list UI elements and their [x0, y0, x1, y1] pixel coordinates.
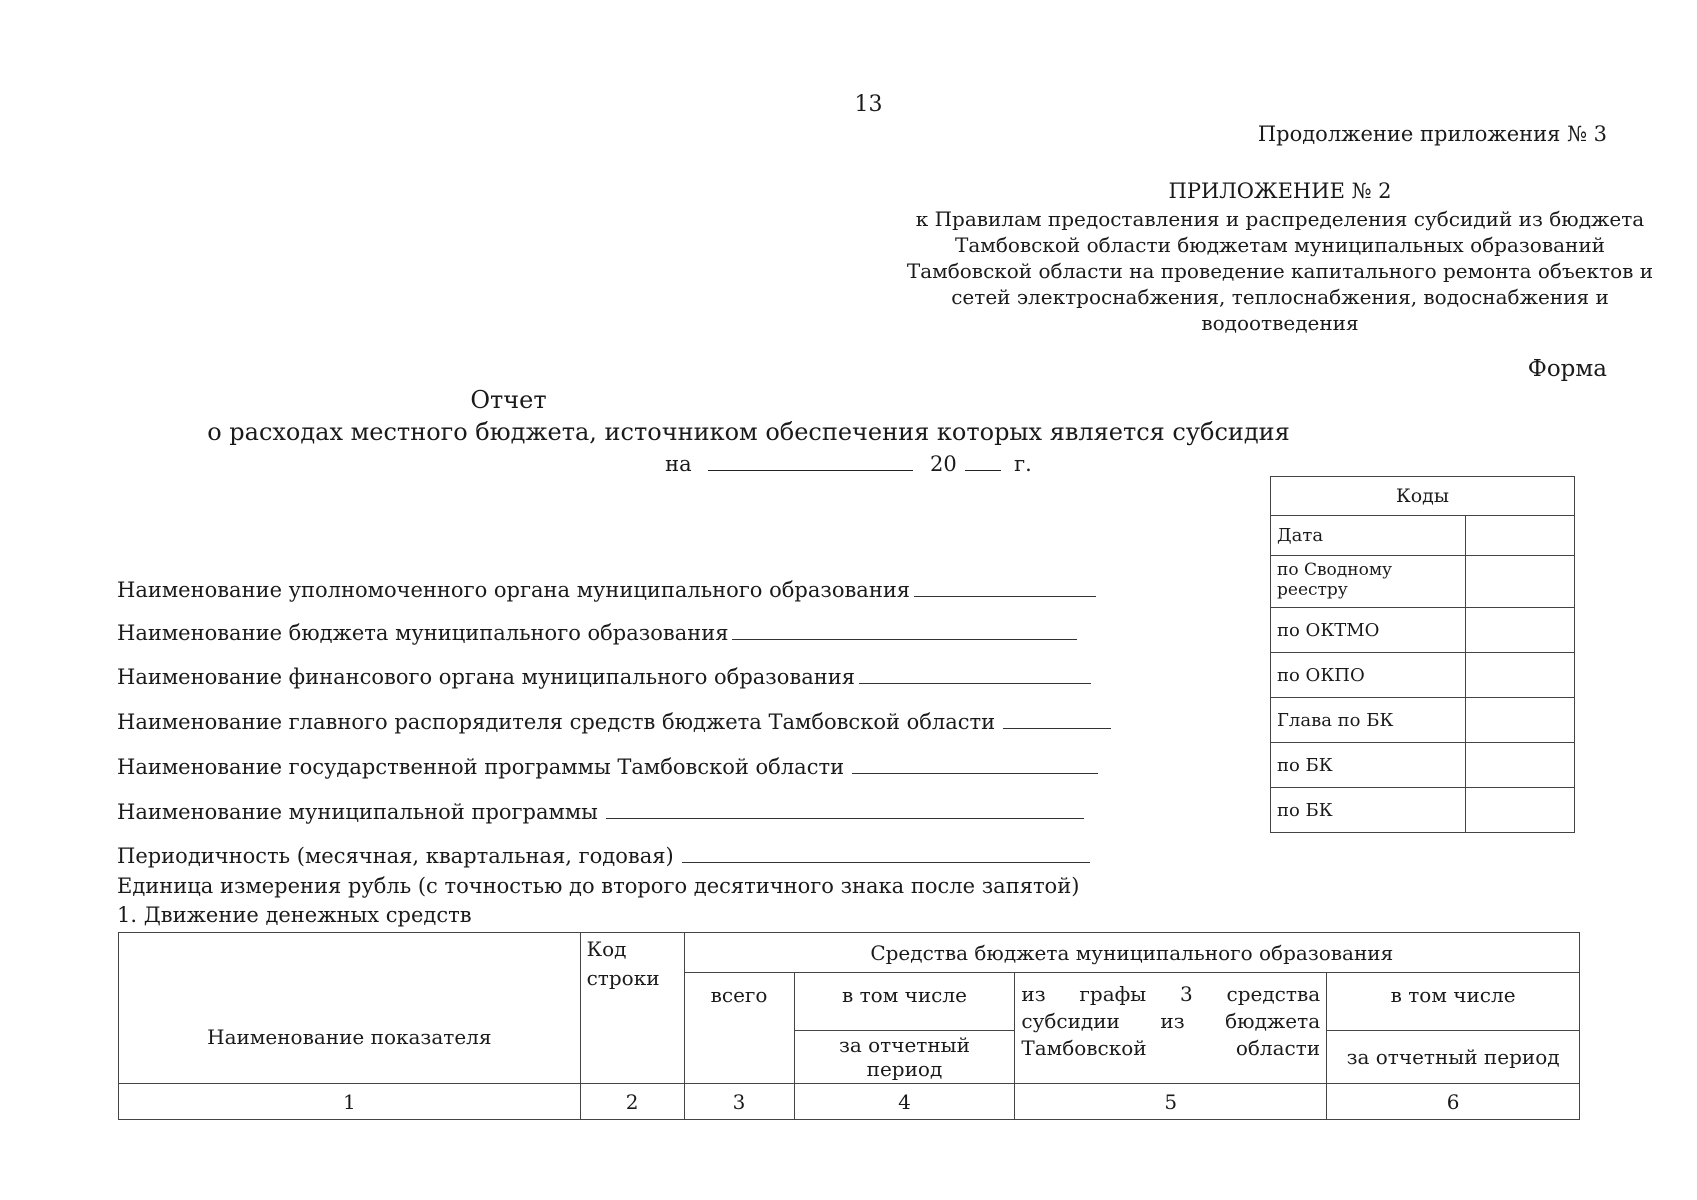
field-state-program: Наименование государственной программы Тамбовской области [117, 755, 1098, 779]
codes-value-cell[interactable] [1466, 608, 1575, 653]
codes-value-cell[interactable] [1466, 516, 1575, 556]
cash-flow-table [118, 932, 1580, 1120]
report-date-line [0, 452, 1697, 476]
appendix-line: водоотведения [1201, 311, 1359, 335]
budget-name-input[interactable] [732, 621, 1077, 640]
header-including: в том числе [794, 973, 1015, 1031]
codes-value-cell[interactable] [1466, 556, 1575, 608]
chief-administrator-input[interactable] [1003, 710, 1111, 729]
appendix-title: ПРИЛОЖЕНИЕ № 2 [1168, 179, 1392, 203]
field-budget-name: Наименование бюджета муниципального образования [117, 621, 1077, 645]
section-title: 1. Движение денежных средств [117, 903, 472, 927]
report-subtitle: о расходах местного бюджета, источником обеспечения которых является субсидия [207, 418, 1290, 446]
column-number: 1 [119, 1084, 581, 1120]
form-label: Форма [1527, 356, 1607, 382]
state-program-input[interactable] [852, 755, 1098, 774]
periodicity-input[interactable] [682, 844, 1090, 863]
codes-row-label: Дата [1271, 516, 1466, 556]
codes-value-cell[interactable] [1466, 653, 1575, 698]
header-indicator-name: Наименование показателя [119, 933, 581, 1084]
codes-row-label: по ОКТМО [1271, 608, 1466, 653]
header-subsidy-funds: из графы 3 средства субсидии из бюджета Тамбовской области [1015, 973, 1327, 1084]
column-number: 2 [580, 1084, 684, 1120]
codes-row-label: Глава по БК [1271, 698, 1466, 743]
continuation-note: Продолжение приложения № 3 [1257, 122, 1607, 146]
date-year-field[interactable] [965, 452, 1001, 471]
date-year-prefix: 20 [930, 452, 957, 476]
appendix-block [880, 178, 1680, 336]
column-number: 6 [1327, 1084, 1580, 1120]
header-including-2: в том числе [1327, 973, 1580, 1031]
appendix-line: к Правилам предоставления и распределения субсидий из бюджета [915, 207, 1645, 231]
codes-row-label: по ОКПО [1271, 653, 1466, 698]
page-number: 13 [854, 92, 883, 117]
financial-body-input[interactable] [859, 665, 1091, 684]
appendix-line: Тамбовской области бюджетам муниципальных образований [955, 233, 1605, 257]
column-number: 4 [794, 1084, 1015, 1120]
codes-row-label: по Сводному реестру [1271, 556, 1466, 608]
appendix-line: сетей электроснабжения, теплоснабжения, водоснабжения и [951, 285, 1609, 309]
header-total: всего [684, 973, 794, 1084]
appendix-line: Тамбовской области на проведение капитального ремонта объектов и [906, 259, 1654, 283]
unit-line: Единица измерения рубль (с точностью до второго десятичного знака после запятой) [117, 874, 1080, 898]
header-municipal-budget-funds: Средства бюджета муниципального образования [684, 933, 1579, 973]
column-number: 5 [1015, 1084, 1327, 1120]
codes-table [1270, 476, 1575, 833]
header-reporting-period: за отчетный период [794, 1031, 1015, 1084]
codes-value-cell[interactable] [1466, 698, 1575, 743]
date-day-month-field[interactable] [708, 452, 913, 471]
column-number: 3 [684, 1084, 794, 1120]
codes-value-cell[interactable] [1466, 788, 1575, 833]
codes-value-cell[interactable] [1466, 743, 1575, 788]
field-financial-body: Наименование финансового органа муниципального образования [117, 665, 1091, 689]
codes-row-label: по БК [1271, 743, 1466, 788]
field-authorized-body: Наименование уполномоченного органа муниципального образования [117, 578, 1096, 602]
field-municipal-program: Наименование муниципальной программы [117, 800, 1084, 824]
codes-row-label: по БК [1271, 788, 1466, 833]
codes-header: Коды [1271, 477, 1575, 516]
date-prefix: на [665, 452, 692, 476]
municipal-program-input[interactable] [606, 800, 1084, 819]
field-chief-administrator: Наименование главного распорядителя средств бюджета Тамбовской области [117, 710, 1111, 734]
date-suffix: г. [1014, 452, 1032, 476]
field-periodicity: Периодичность (месячная, квартальная, годовая) [117, 844, 1090, 868]
header-reporting-period-2: за отчетный период [1327, 1031, 1580, 1084]
header-row-code: Код строки [580, 933, 684, 1084]
report-title: Отчет [470, 386, 547, 414]
authorized-body-input[interactable] [914, 578, 1096, 597]
